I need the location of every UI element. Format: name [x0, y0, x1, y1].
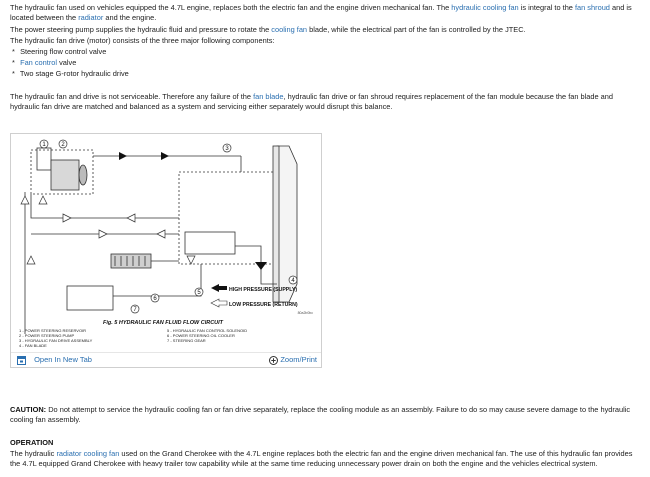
list-item	[12, 58, 76, 68]
callout-6: 6	[153, 296, 157, 302]
service-paragraph	[10, 92, 638, 112]
fluid-flow-diagram	[11, 134, 321, 352]
service-text: , hydraulic fan drive or fan shroud requires replacement of the fan module because the fan blade and	[283, 92, 614, 101]
open-in-new-tab-label: Open In New Tab	[34, 355, 92, 364]
pump-pulley-shape	[79, 165, 87, 185]
link-cooling-fan[interactable]: cooling fan	[271, 25, 308, 34]
figure-panel	[10, 133, 322, 368]
operation-text: used on the Grand Cherokee with the 4.7L engine replaces both the electric fan and the engine driven mechanical fan. The use of this hydraulic fan provides	[121, 449, 633, 458]
section-heading: OPERATION	[10, 438, 54, 447]
list-bullet: *	[12, 69, 15, 78]
zoom-print-button[interactable]	[269, 355, 317, 365]
open-in-new-tab-button[interactable]	[17, 355, 92, 365]
caution-label: CAUTION:	[10, 405, 47, 414]
intro-paragraph-2	[10, 25, 638, 35]
figure-title: Fig. 5 HYDRAULIC FAN FLUID FLOW CIRCUIT	[102, 320, 224, 326]
callout-3: 3	[225, 146, 229, 152]
link-radiator[interactable]: radiator	[78, 13, 104, 22]
list-item-text: Two stage G-rotor hydraulic drive	[19, 69, 129, 78]
caution-text: cooling fan assembly.	[10, 415, 81, 424]
intro-text: The power steering pump supplies the hydraulic fluid and pressure to rotate the	[10, 25, 270, 34]
key-item: 5 - HYDRAULIC FAN CONTROL SOLENOID	[167, 328, 248, 333]
callout-7: 7	[133, 307, 137, 313]
solenoid-shape	[185, 232, 235, 254]
link-fan-blade[interactable]: fan blade	[253, 92, 284, 101]
link-fan-control[interactable]: Fan control	[20, 58, 58, 67]
key-item: 1 - POWER STEERING RESERVOIR	[19, 328, 87, 333]
link-fan-shroud[interactable]: fan shroud	[574, 3, 610, 12]
key-item: 6 - POWER STEERING OIL COOLER	[167, 333, 235, 338]
key-item: 7 - STEERING GEAR	[167, 338, 206, 343]
legend-low-pressure: LOW PRESSURE (RETURN)	[229, 302, 298, 308]
list-item-text: valve	[59, 58, 77, 67]
operation-text: the 4.7L equipped Grand Cherokee with heavy trailer tow capability while at the same time reducing unnecessary power drain on both the engine and the vehicles electrical system.	[10, 459, 598, 468]
service-text: The hydraulic fan and drive is not serviceable. Therefore any failure of the	[10, 92, 252, 101]
operation-paragraph	[10, 449, 638, 469]
legend-high-pressure: HIGH PRESSURE (SUPPLY)	[229, 287, 298, 293]
callout-5: 5	[197, 290, 201, 296]
intro-paragraph-3: The hydraulic fan drive (motor) consists of the three major following components:	[10, 36, 275, 45]
link-radiator-operation[interactable]: radiator	[56, 449, 82, 458]
figure-code: 80a2b0bc	[297, 311, 313, 315]
list-bullet: *	[12, 47, 15, 56]
callout-2: 2	[61, 142, 65, 148]
flow-arrows	[119, 152, 267, 270]
callout-4: 4	[291, 278, 295, 284]
intro-text: located between the	[10, 13, 77, 22]
caution-text: Do not attempt to service the hydraulic cooling fan or fan drive separately, replace the cooling module as an assembly. Failure to do so may cause severe damage to the hydraulic	[48, 405, 631, 414]
low-pressure-arrow	[211, 299, 227, 307]
zoom-print-label: Zoom/Print	[280, 355, 317, 364]
caution-paragraph	[10, 405, 638, 425]
intro-text: blade, while the electrical part of the fan is controlled by the JTEC.	[309, 25, 526, 34]
high-pressure-arrow	[211, 284, 227, 292]
intro-paragraph-1	[10, 3, 638, 23]
figure-toolbar	[11, 352, 321, 367]
key-item: 4 - FAN BLADE	[19, 343, 47, 348]
list-bullet: *	[12, 58, 15, 67]
zoom-plus-icon	[269, 356, 278, 365]
intro-text: is integral to the	[520, 3, 573, 12]
intro-text: and the engine.	[105, 13, 157, 22]
operation-text: The hydraulic	[10, 449, 55, 458]
list-item	[12, 69, 129, 79]
new-tab-icon	[17, 356, 26, 365]
intro-text: The hydraulic fan used on vehicles equipped the 4.7L engine, replaces both the electric fan and the engine driven mechanical fan. The	[10, 3, 450, 12]
reservoir-shape	[37, 148, 51, 170]
pump-shape	[51, 160, 79, 190]
service-text: hydraulic fan drive are matched and balanced as a system and servicing either separately would disrupt this balance.	[10, 102, 393, 111]
key-item: 2 - POWER STEERING PUMP	[19, 333, 75, 338]
steering-gear-shape	[67, 286, 113, 310]
callout-1: 1	[42, 142, 46, 148]
link-hydraulic-cooling-fan[interactable]: hydraulic cooling fan	[451, 3, 519, 12]
intro-text: and is	[611, 3, 632, 12]
list-item-text: Steering flow control valve	[20, 47, 107, 56]
key-item: 3 - HYDRAULIC FAN DRIVE ASSEMBLY	[19, 338, 93, 343]
link-cooling-fan-operation[interactable]: cooling fan	[83, 449, 120, 458]
list-item	[12, 47, 106, 57]
operation-heading	[10, 438, 638, 448]
